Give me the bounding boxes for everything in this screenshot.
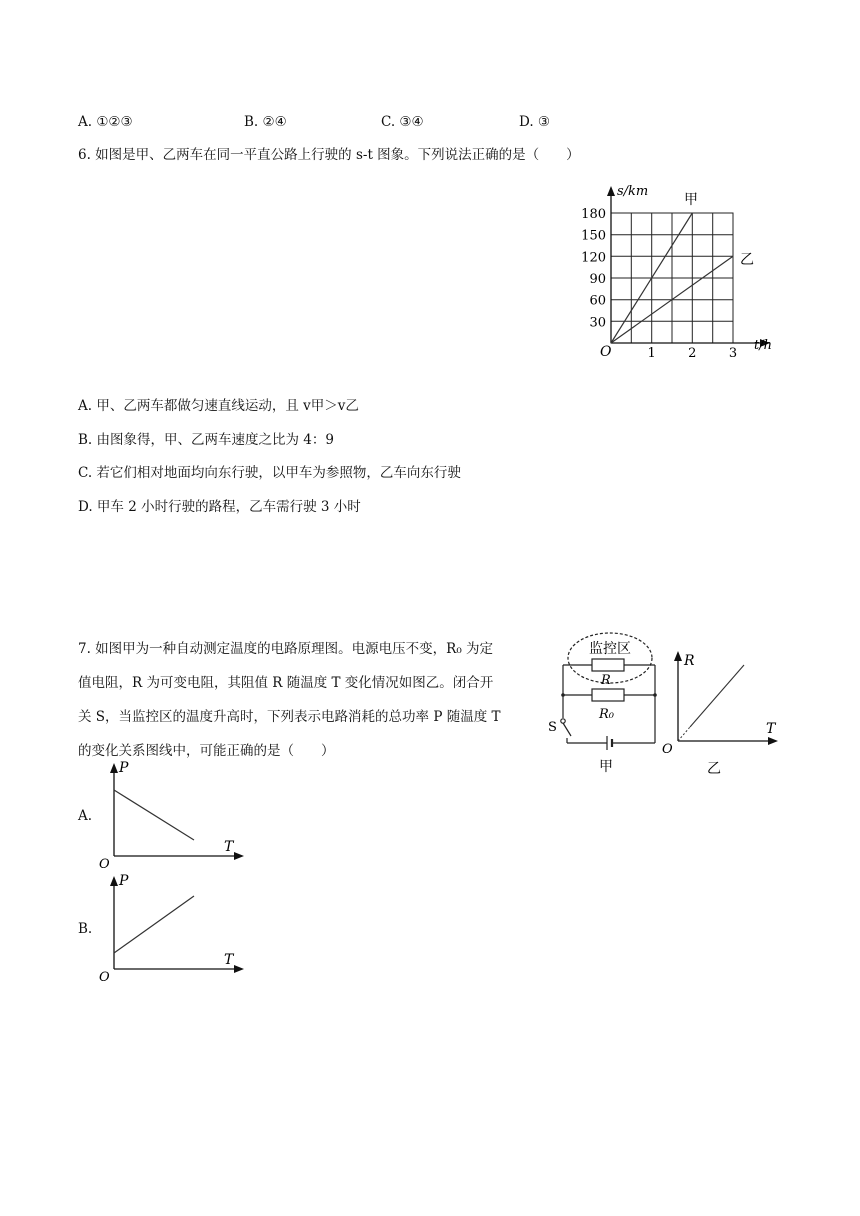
q6-xtick: 3 [728,346,738,358]
q7-option-b-graph [96,871,246,983]
q6-ytick: 30 [589,315,606,331]
q7-a-x-label: T [224,839,234,855]
q7-option-a-letter: A. [78,808,93,824]
q7-caption-yi: 乙 [707,761,721,777]
q7-b-origin: O [99,970,110,983]
q6-ytick: 150 [581,228,606,244]
q7-caption-jia: 甲 [599,759,613,775]
q6-xtick: 1 [647,346,656,358]
q7-t-axis-label: T [766,721,776,737]
q7-stem-line: 的变化关系图线中，可能正确的是（ ） [78,743,335,759]
q6-ytick: 120 [581,250,606,266]
q7-option-a-graph [96,758,246,870]
q7-circuit-diagram [545,628,665,778]
q7-monitor-zone-label: 监控区 [589,641,631,657]
q7-r-origin: O [662,742,673,757]
q7-r-t-graph [660,645,785,780]
q7-b-line [114,896,194,953]
q7-stem [78,632,548,768]
q7-r-line [690,665,744,727]
q7-b-y-label: P [119,873,129,889]
q6-label-jia: 甲 [684,192,698,208]
q7-r-line-dashed [678,727,690,741]
q6-option-c: C. 若它们相对地面均向东行驶，以甲车为参照物，乙车向东行驶 [78,465,461,481]
q6-label-yi: 乙 [740,252,754,268]
q7-label-r: R [601,673,611,688]
q5-option-c: C. ③④ [381,114,424,130]
q7-switch [563,723,571,736]
q6-ytick: 90 [589,272,606,287]
q6-origin: O [600,344,612,358]
q6-x-axis-label: t/h [754,338,772,353]
q5-option-d: D. ③ [519,114,551,130]
q7-stem-line: 关 S，当监控区的温度升高时，下列表示电路消耗的总功率 P 随温度 T [78,709,501,725]
q6-y-arrow [607,186,615,196]
q6-st-graph [570,178,790,358]
q7-label-r0: R₀ [599,707,614,722]
q6-y-axis-label: s/km [617,184,649,199]
q7-b-x-label: T [224,952,234,968]
q6-ytick: 60 [589,293,606,309]
q6-option-b: B. 由图象得，甲、乙两车速度之比为 4：9 [78,432,334,448]
q7-a-y-label: P [119,760,129,776]
q7-stem-line: 7. 如图甲为一种自动测定温度的电路原理图。电源电压不变，R₀ 为定 [78,641,494,657]
q6-stem: 6. 如图是甲、乙两车在同一平直公路上行驶的 s-t 图象。下列说法正确的是（ ） [78,147,580,163]
q7-a-line [114,790,194,840]
q7-resistor-r [592,659,624,671]
q7-option-b-letter: B. [78,921,93,937]
q7-a-origin: O [99,857,110,870]
q7-switch-pivot [561,719,565,723]
q6-option-d: D. 甲车 2 小时行驶的路程，乙车需行驶 3 小时 [78,499,361,515]
q6-grid [611,213,733,343]
q6-option-a: A. 甲、乙两车都做匀速直线运动，且 v甲＞v乙 [78,398,359,414]
q7-r-axis-label: R [684,653,695,669]
q5-option-b: B. ②④ [244,114,287,130]
q7-label-switch: S [548,720,557,735]
q7-stem-line: 值电阻，R 为可变电阻，其阻值 R 随温度 T 变化情况如图乙。闭合开 [78,675,494,691]
q5-option-a: A. ①②③ [78,114,133,130]
q6-ytick: 180 [581,207,606,222]
q7-resistor-r0 [592,689,624,701]
q6-xtick: 2 [688,346,697,358]
